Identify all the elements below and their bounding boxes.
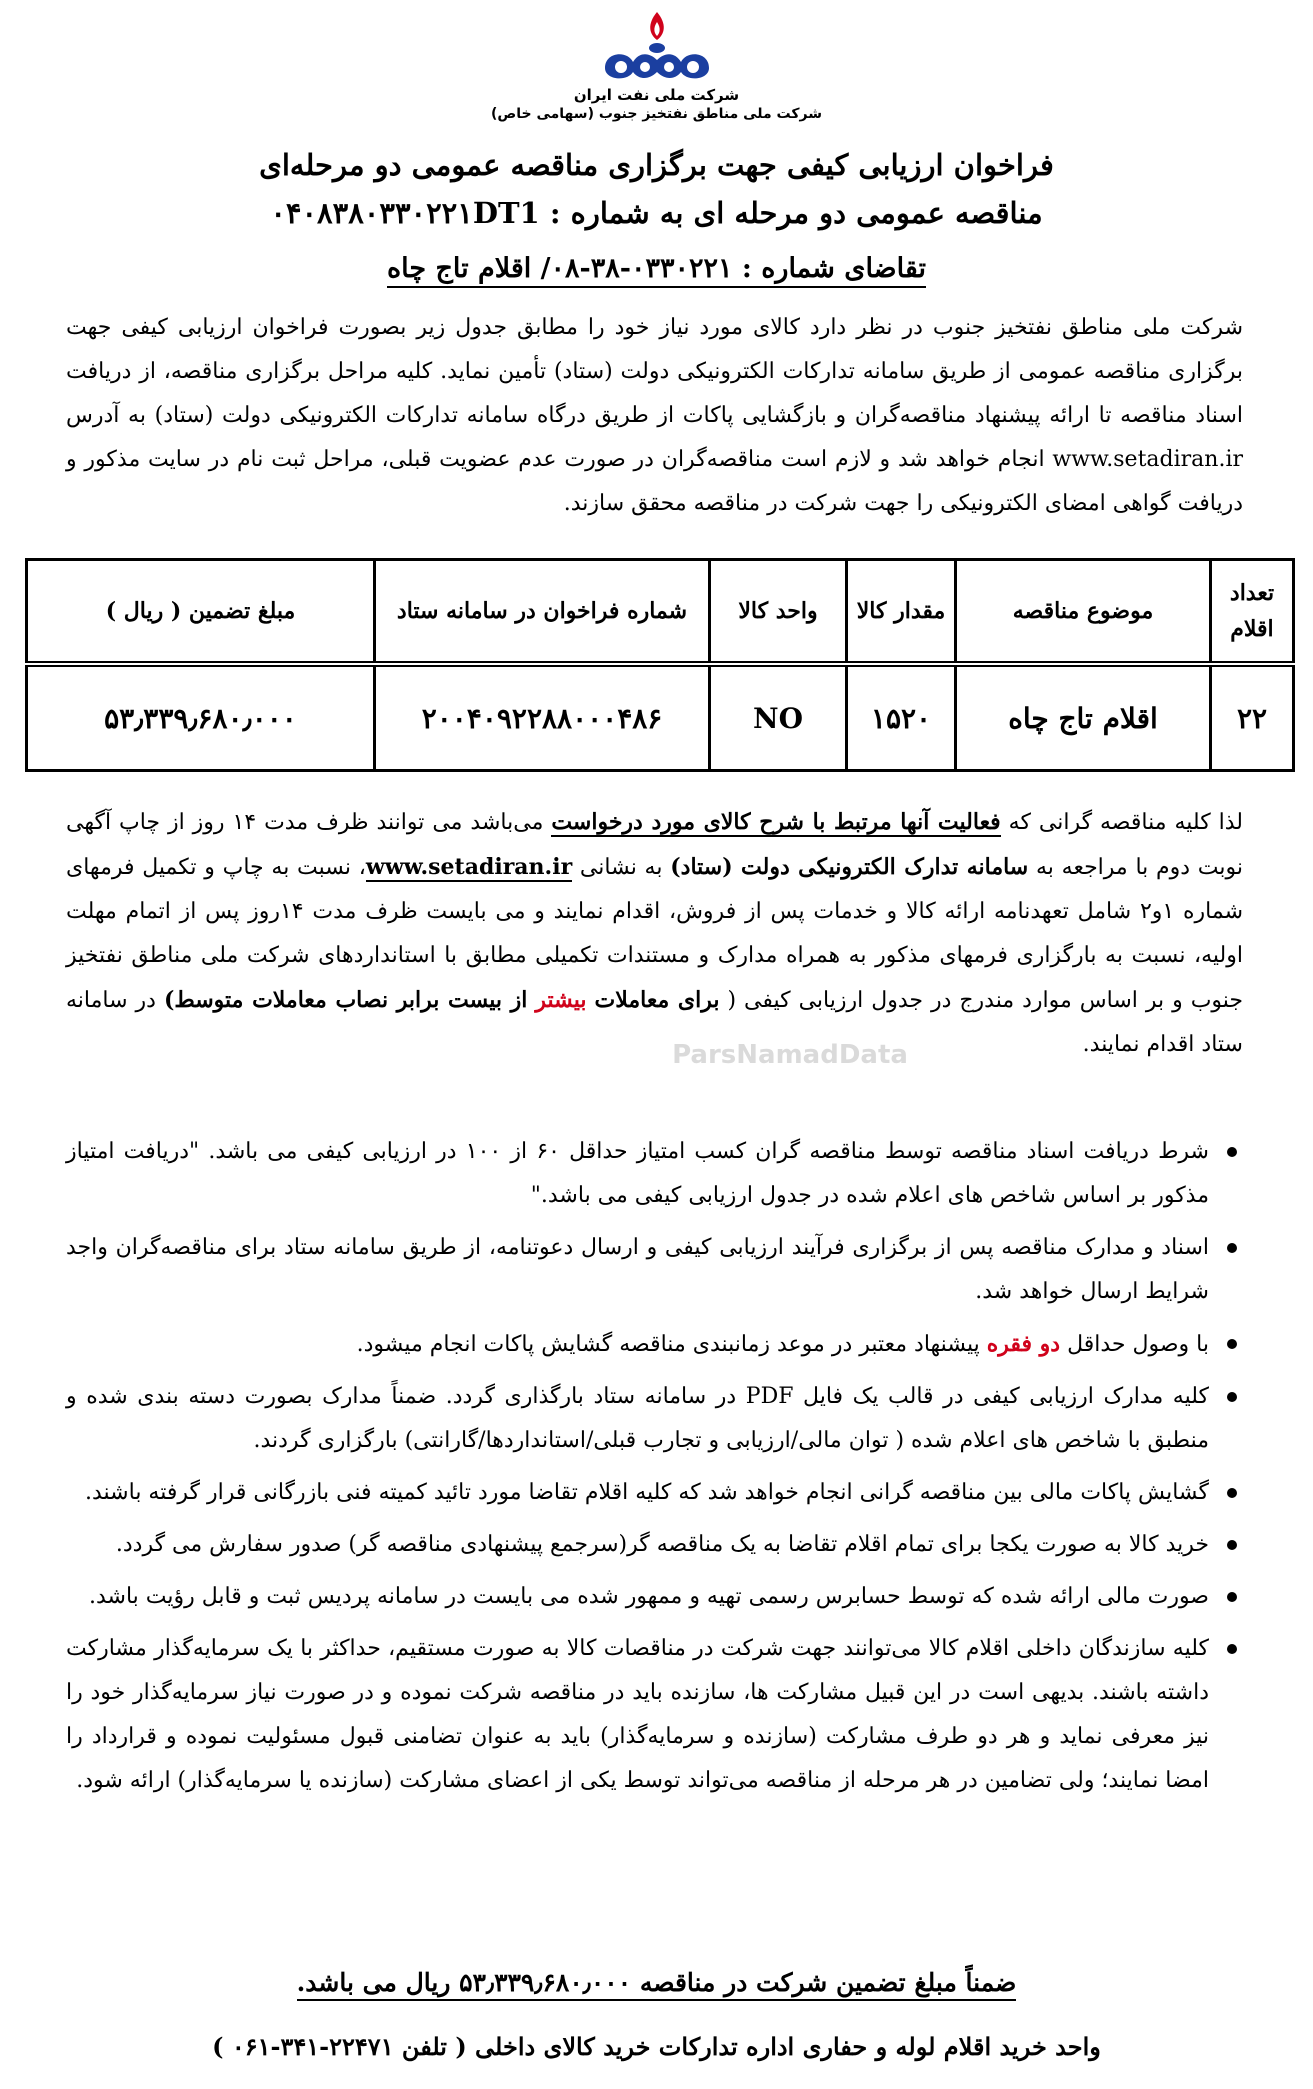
- list-item: کلیه سازندگان داخلی اقلام کالا می‌توانند جهت شرکت در مناقصات کالا به صورت مستقیم، حداکثر با یک سرمایه‌گذار مشارکت داشته باشند. بدیهی است در این قبیل مشارکت ها، سازنده باید در مناقصه شرکت نموده و در صورت نیاز سرمایه‌گذار خود را نیز معرفی نماید و هر دو طرف مشارکت (سازنده و سرمایه‌گذار) باید به عنوان تضامنی قبول مسئولیت نموده و قرارداد را امضا نمایند؛ ولی تضامین در هر مرحله از مناقصه می‌تواند توسط یکی از اعضای مشارکت (سازنده یا سرمایه‌گذار) ارائه شود.: [66, 1627, 1209, 1803]
- table-header-row: [27, 560, 1294, 665]
- org-subname: شرکت ملی مناطق نفتخیز جنوب (سهامی خاص): [491, 106, 822, 122]
- list-item: صورت مالی ارائه شده که توسط حسابرس رسمی تهیه و ممهور شده می بایست در سامانه پردیس ثبت و قابل رؤیت باشد.: [66, 1575, 1209, 1619]
- col-guarantee: مبلغ تضمین ( ریال ): [27, 560, 375, 665]
- table-row: [27, 664, 1294, 771]
- cell-unit: NO: [710, 664, 847, 771]
- cell-call-number: ۲۰۰۴۰۹۲۲۸۸۰۰۰۴۸۶: [375, 664, 710, 771]
- guarantee-line: ضمناً مبلغ تضمین شرکت در مناقصه ۵۳٫۳۳۹٫۶۸۰٫۰۰۰ ریال می باشد.: [0, 1968, 1313, 1997]
- instructions-paragraph: لذا کلیه مناقصه گرانی که فعالیت آنها مرتبط با شرح کالای مورد درخواست می‌باشد می توانند ظرف مدت ۱۴ روز از چاپ آگهی نوبت دوم با مراجعه به سامانه تدارک الکترونیکی دولت (ستاد) به نشانی www.setadiran.ir، نسبت به چاپ و تکمیل فرمهای شماره ۱و۲ شامل تعهدنامه ارائه کالا و خدمات پس از فروش، اقدام نمایند و می بایست ظرف مدت ۱۴روز پس از اتمام مهلت اولیه، نسبت به بارگزاری فرمهای مذکور به همراه مدارک و مستندات تکمیلی مطابق با استانداردهای شرکت ملی مناطق نفتخیز جنوب و بر اساس موارد مندرج در جدول ارزیابی کیفی ( برای معاملات بیشتر از بیست برابر نصاب معاملات متوسط) در سامانه ستاد اقدام نمایند.: [66, 809, 1244, 1057]
- cell-quantity: ۱۵۲۰: [847, 664, 956, 771]
- watermark: ParsNamadData: [672, 1040, 908, 1070]
- request-number: تقاضای شماره : ۰۳۳۰۲۲۱-۳۸-۰۸/ اقلام تاج چاه: [0, 253, 1313, 284]
- list-item: شرط دریافت اسناد مناقصه توسط مناقصه گران کسب امتیاز حداقل ۶۰ از ۱۰۰ در ارزیابی کیفی می باشد. "دریافت امتیاز مذکور بر اساس شاخص های اعلام شده در جدول ارزیابی کیفی می باشد.": [66, 1130, 1209, 1218]
- cell-guarantee: ۵۳٫۳۳۹٫۶۸۰٫۰۰۰: [27, 664, 375, 771]
- tender-table: [25, 558, 1295, 772]
- setad-link[interactable]: www.setadiran.ir: [1052, 447, 1243, 472]
- conditions-list: [66, 1130, 1243, 1811]
- org-name: شرکت ملی نفت ایران: [573, 86, 740, 104]
- intro-paragraph: شرکت ملی مناطق نفتخیز جنوب در نظر دارد کالای مورد نیاز خود را مطابق جدول زیر بصورت فراخوان ارزیابی کیفی جهت برگزاری مناقصه عمومی از طریق سامانه تدارکات الکترونیکی دولت (ستاد) تأمین نماید. کلیه مراحل برگزاری مناقصه، از دریافت اسناد مناقصه تا ارائه پیشنهاد مناقصه‌گران و بازگشایی پاکات از طریق درگاه سامانه تدارکات الکترونیکی دولت (ستاد) به آدرس www.setadiran.ir انجام خواهد شد و لازم است مناقصه‌گران در صورت عدم عضویت قبلی، مراحل ثبت نام در سایت مذکور و دریافت گواهی امضای الکترونیکی را جهت شرکت در مناقصه محقق سازند.: [66, 315, 1244, 516]
- nioc-flame-logo-icon: [587, 8, 727, 86]
- cell-subject: اقلام تاج چاه: [956, 664, 1211, 771]
- tender-number: مناقصه عمومی دو مرحله ای به شماره : ۰۴۰۸۳۸۰۳۳۰۲۲۱DT1: [270, 196, 1043, 230]
- setad-link-2[interactable]: www.setadiran.ir: [365, 854, 573, 880]
- logo: [0, 8, 1313, 86]
- col-subject: موضوع مناقصه: [956, 560, 1211, 665]
- list-item: اسناد و مدارک مناقصه پس از برگزاری فرآیند ارزیابی کیفی و ارسال دعوتنامه، از طریق سامانه ستاد برای مناقصه‌گران واجد شرایط ارسال خواهد شد.: [66, 1226, 1209, 1314]
- col-call-number: شماره فراخوان در سامانه ستاد: [375, 560, 710, 665]
- list-item: کلیه مدارک ارزیابی کیفی در قالب یک فایل PDF در سامانه ستاد بارگذاری گردد. ضمناً مدارک بصورت دسته بندی شده و منطبق با شاخص های اعلام شده ( توان مالی/ارزیابی و تجارب قبلی/استانداردها/گارانتی) بارگزاری گردند.: [66, 1375, 1209, 1463]
- list-item: خرید کالا به صورت یکجا برای تمام اقلام تقاضا به یک مناقصه گر(سرجمع پیشنهادی مناقصه گر) صدور سفارش می گردد.: [66, 1523, 1209, 1567]
- col-count: تعداد اقلام: [1211, 560, 1294, 665]
- col-unit: واحد کالا: [710, 560, 847, 665]
- cell-count: ۲۲: [1211, 664, 1294, 771]
- footer-contact: واحد خرید اقلام لوله و حفاری اداره تدارکات خرید کالای داخلی ( تلفن ۲۲۴۷۱-۳۴۱-۰۶۱ ): [212, 2032, 1101, 2061]
- notice-title: فراخوان ارزیابی کیفی جهت برگزاری مناقصه عمومی دو مرحله‌ای: [259, 148, 1054, 182]
- list-item: گشایش پاکات مالی بین مناقصه گرانی انجام خواهد شد که کلیه اقلام تقاضا مورد تائید کمیته فنی بازرگانی قرار گرفته باشند.: [66, 1471, 1209, 1515]
- list-item: با وصول حداقل دو فقره پیشنهاد معتبر در موعد زمانبندی مناقصه گشایش پاکات انجام میشود.: [66, 1322, 1209, 1367]
- col-quantity: مقدار کالا: [847, 560, 956, 665]
